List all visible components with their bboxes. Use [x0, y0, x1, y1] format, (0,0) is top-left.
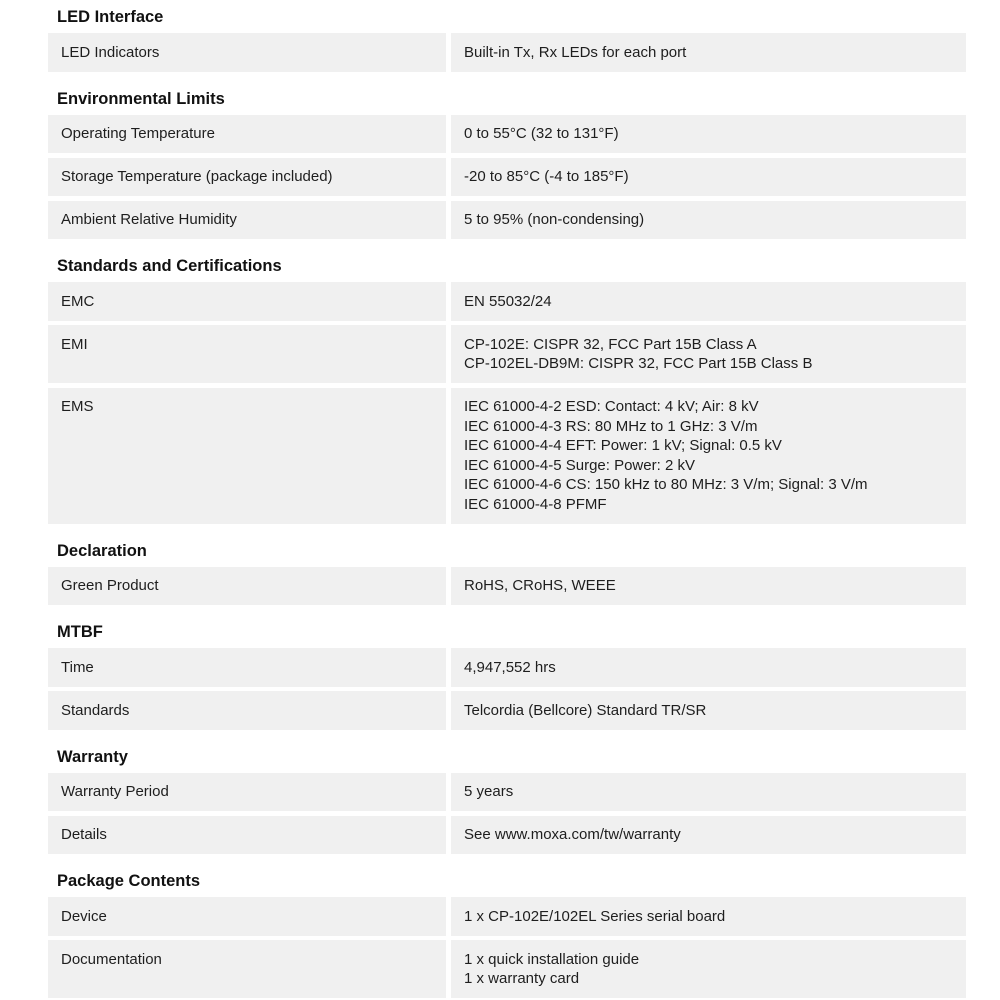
spec-section [48, 72, 966, 240]
spec-row [48, 940, 966, 998]
spec-label: Operating Temperature [48, 115, 446, 154]
spec-value-line: 1 x CP-102E/102EL Series serial board [464, 907, 726, 925]
spec-row [48, 648, 966, 687]
spec-value-line: Telcordia (Bellcore) Standard TR/SR [464, 701, 707, 719]
spec-value-line: IEC 61000-4-8 PFMF [464, 495, 607, 513]
spec-value-line: -20 to 85°C (-4 to 185°F) [464, 168, 629, 185]
spec-label: EMC [48, 282, 446, 321]
section-heading: Package Contents [57, 872, 201, 890]
spec-label: Standards [48, 691, 446, 730]
spec-value-line: 5 years [464, 783, 514, 800]
section-heading: Declaration [57, 541, 147, 560]
section-heading: Standards and Certifications [57, 257, 282, 275]
spec-row [48, 33, 966, 72]
spec-label: LED Indicators [48, 33, 446, 72]
spec-row [48, 691, 966, 730]
spec-value [451, 325, 966, 383]
spec-value-line: CP-102E: CISPR 32, FCC Part 15B Class A [464, 335, 757, 353]
spec-value-line: 0 to 55°C (32 to 131°F) [464, 125, 619, 142]
spec-value [451, 567, 966, 606]
section-heading: MTBF [57, 623, 103, 641]
spec-row [48, 201, 966, 240]
spec-value [451, 201, 966, 240]
spec-row [48, 115, 966, 154]
spec-document [48, 0, 966, 998]
spec-value [451, 388, 966, 524]
spec-value-line: 5 to 95% (non-condensing) [464, 211, 645, 228]
spec-label: Documentation [48, 940, 446, 998]
spec-value-line: IEC 61000-4-4 EFT: Power: 1 kV; Signal: 0.5 kV [464, 437, 782, 454]
section-heading: Warranty [57, 747, 128, 766]
spec-label: Details [48, 816, 446, 855]
spec-section [48, 854, 966, 998]
spec-value [451, 773, 966, 812]
spec-value [451, 158, 966, 197]
spec-value-line: 1 x quick installation guide [464, 950, 640, 968]
spec-value-line: IEC 61000-4-3 RS: 80 MHz to 1 GHz: 3 V/m [464, 417, 758, 435]
spec-value [451, 897, 966, 936]
spec-value [451, 282, 966, 321]
spec-value-line: IEC 61000-4-2 ESD: Contact: 4 kV; Air: 8 kV [464, 398, 759, 415]
spec-value-line: Built-in Tx, Rx LEDs for each port [464, 43, 687, 61]
spec-label: EMI [48, 325, 446, 383]
spec-value-line: CP-102EL-DB9M: CISPR 32, FCC Part 15B Class B [464, 355, 813, 372]
spec-row [48, 897, 966, 936]
spec-section [48, 605, 966, 730]
spec-value-line: 1 x warranty card [464, 970, 580, 987]
spec-label: Storage Temperature (package included) [48, 158, 446, 197]
spec-row [48, 325, 966, 383]
spec-row [48, 567, 966, 606]
spec-row [48, 158, 966, 197]
spec-value-line: RoHS, CRoHS, WEEE [464, 577, 616, 594]
spec-value [451, 940, 966, 998]
spec-row [48, 282, 966, 321]
spec-section [48, 524, 966, 606]
spec-label: Time [48, 648, 446, 687]
spec-row [48, 773, 966, 812]
section-heading: Environmental Limits [57, 89, 225, 108]
spec-row [48, 388, 966, 524]
spec-label: Device [48, 897, 446, 936]
spec-value-line: IEC 61000-4-6 CS: 150 kHz to 80 MHz: 3 V/m; Signal: 3 V/m [464, 476, 868, 493]
spec-value [451, 816, 966, 855]
spec-section [48, 730, 966, 855]
spec-value-line: See www.moxa.com/tw/warranty [464, 826, 681, 843]
spec-value [451, 115, 966, 154]
spec-value [451, 33, 966, 72]
spec-value-line: IEC 61000-4-5 Surge: Power: 2 kV [464, 456, 695, 474]
spec-label: EMS [48, 388, 446, 524]
spec-label: Warranty Period [48, 773, 446, 812]
spec-value [451, 691, 966, 730]
spec-value-line: EN 55032/24 [464, 292, 552, 310]
section-heading: LED Interface [57, 8, 164, 26]
spec-row [48, 816, 966, 855]
spec-value-line: 4,947,552 hrs [464, 658, 556, 676]
spec-label: Ambient Relative Humidity [48, 201, 446, 240]
spec-section [48, 239, 966, 524]
spec-label: Green Product [48, 567, 446, 606]
spec-section [48, 0, 966, 72]
spec-value [451, 648, 966, 687]
